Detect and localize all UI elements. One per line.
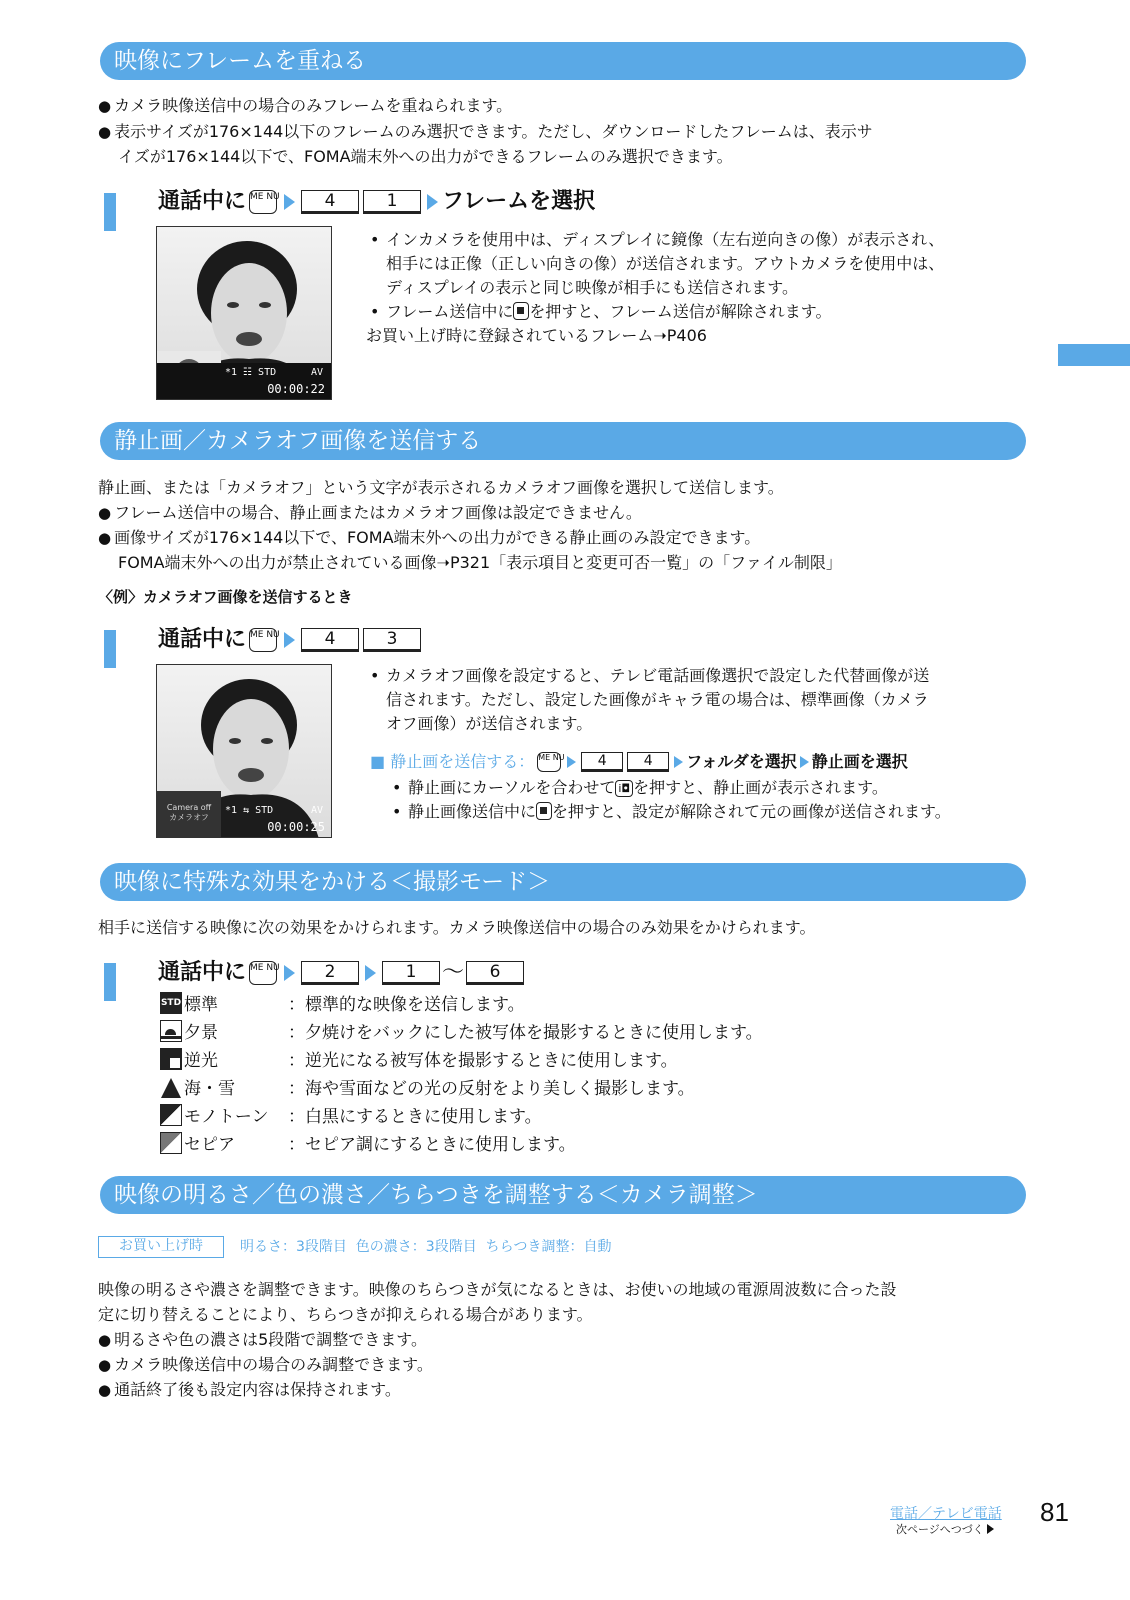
intro: 相手に送信する映像に次の効果をかけられます。カメラ映像送信中の場合のみ効果をかけられます。 [98,918,816,937]
sepia-mode-icon [160,1132,182,1154]
bullet: ● 通話終了後も設定内容は保持されます。 [98,1379,401,1401]
call-timer: 00:00:22 [267,382,325,396]
mode-name: 海・雪 [184,1079,235,1099]
key-4: 4 [301,190,359,214]
step-number-1 [104,630,116,668]
camera-off-en: Camera off [166,803,212,812]
intro-cont: 定に切り替えることにより、ちらつきが抑えられる場合があります。 [98,1305,593,1324]
mode-desc: ：海や雪面などの光の反射をより美しく撮影します。 [288,1079,695,1099]
intro: 映像の明るさや濃さを調整できます。映像のちらつきが気になるときは、お使いの地域の電源周波数に合った設 [98,1280,897,1299]
note-cont: 相手には正像（正しい向きの像）が送信されます。アウトカメラを使用中は、 [386,254,945,273]
section-title-adjust: 映像の明るさ／色の濃さ／ちらつきを調整する＜カメラ調整＞ [100,1176,1026,1214]
status-bar [157,363,331,399]
note-text: 静止画にカーソルを合わせて [408,778,616,797]
note: • カメラオフ画像を設定すると、テレビ電話画像選択で設定した代替画像が送 [366,664,1026,688]
status-bar [157,801,331,837]
sunset-mode-icon [160,1020,182,1042]
bullet: ● フレーム送信中の場合、静止画またはカメラオフ画像は設定できません。 [98,502,642,524]
ok-key-icon [513,302,529,320]
arrow-icon [674,756,683,768]
tilde: 〜 [442,960,465,985]
example-label: 〈例〉カメラオフ画像を送信するとき [98,588,353,606]
bullet: ● カメラ映像送信中の場合のみフレームを重ねられます。 [98,95,512,117]
mode-desc: ：夕焼けをバックにした被写体を撮影するときに使用します。 [288,1023,763,1043]
next-page-text: 次ページへつづく [896,1523,984,1536]
mode-name: 夕景 [184,1023,218,1043]
phone-screen-camera-off [156,664,332,838]
bullet: ● 画像サイズが176×144以下で、FOMA端末外への出力ができる静止画のみ設定できます。 [98,527,760,549]
step-number-1 [104,963,116,1001]
arrow-icon [365,965,376,981]
section-title-mode: 映像に特殊な効果をかける＜撮影モード＞ [100,863,1026,901]
sub-label: ■ 静止画を送信する： [370,752,535,771]
default-settings-text: 明るさ：3段階目 色の濃さ：3段階目 ちらつき調整：自動 [240,1239,612,1255]
arrow-icon [567,756,576,768]
key-4: 4 [301,628,359,652]
arrow-icon [427,194,438,210]
mode-name: 標準 [184,995,218,1015]
step-prefix: 通話中に [158,960,247,985]
status-icons: *1 ☷ STD [225,367,277,378]
reference: お買い上げ時に登録されているフレーム➝P406 [366,326,707,345]
mode-item-monotone [160,1103,542,1131]
note-text: を押すと、静止画が表示されます。 [633,778,888,797]
section-title-frame: 映像にフレームを重ねる [100,42,1026,80]
default-settings-label: お買い上げ時 [98,1236,224,1258]
note-cont: オフ画像）が送信されます。 [386,714,593,733]
note-text: 静止画像送信中に [408,802,537,821]
menu-key: ME NU [249,190,277,214]
menu-key: ME NU [537,752,561,772]
chapter-link[interactable]: 電話／テレビ電話 [890,1506,1002,1522]
chapter-tab [1058,344,1130,366]
av-label: AV [310,805,323,816]
i-appli-key-icon: i◘ [615,780,633,797]
mode-desc: ：白黒にするときに使用します。 [288,1107,542,1127]
step-title [158,187,595,217]
sub-notes [388,776,1028,824]
step-prefix: 通話中に [158,627,247,652]
key-4: 4 [627,752,669,772]
intro: 静止画、または「カメラオフ」という文字が表示されるカメラオフ画像を選択して送信します。 [98,478,784,497]
mountain-mode-icon [160,1076,182,1098]
arrow-icon [284,965,295,981]
folder-step: フォルダを選択 [686,752,797,771]
arrow-right-icon [987,1524,994,1534]
mode-item-sepia [160,1131,576,1159]
step-number-1 [104,193,116,231]
key-1: 1 [363,190,421,214]
step-notes [366,664,1026,736]
av-label: AV [310,367,323,378]
std-mode-icon: STD [160,992,182,1014]
key-3: 3 [363,628,421,652]
step-suffix: フレームを選択 [442,189,596,214]
sub-procedure [370,750,908,774]
step-prefix: 通話中に [158,189,247,214]
arrow-icon [284,194,295,210]
mode-desc: ：セピア調にするときに使用します。 [288,1135,576,1155]
mode-name: 逆光 [184,1051,218,1071]
mode-item-sea-snow [160,1075,695,1103]
mode-item-backlight [160,1047,678,1075]
menu-key: ME NU [249,961,277,985]
arrow-icon [800,756,809,768]
step-title [158,625,423,655]
note [388,800,1028,824]
menu-key: ME NU [249,628,277,652]
monotone-mode-icon [160,1104,182,1126]
status-icons: *1 ⇆ STD [225,805,274,816]
note [388,776,1028,800]
note-text: を押すと、設定が解除されて元の画像が送信されます。 [552,802,951,821]
key-6: 6 [466,961,524,985]
mode-name: モノトーン [184,1107,269,1127]
bullet-cont: イズが176×144以下で、FOMA端末外への出力ができるフレームのみ選択できます。 [118,147,733,166]
bullet: ● 明るさや色の濃さは5段階で調整できます。 [98,1329,427,1351]
bullet: ● カメラ映像送信中の場合のみ調整できます。 [98,1354,433,1376]
note-cont: 信されます。ただし、設定した画像がキャラ電の場合は、標準画像（カメラ [386,690,929,709]
mode-desc: ：標準的な映像を送信します。 [288,995,525,1015]
mode-item-sunset [160,1019,763,1047]
mode-item-standard [160,991,525,1019]
note: • インカメラを使用中は、ディスプレイに鏡像（左右逆向きの像）が表示され、 [366,228,1026,252]
step-notes [366,228,1026,348]
mode-desc: ：逆光になる被写体を撮影するときに使用します。 [288,1051,678,1071]
mode-name: セピア [184,1135,235,1155]
step-title [158,958,526,988]
image-step: 静止画を選択 [811,752,908,771]
bullet-cont: FOMA端末外への出力が禁止されている画像➝P321「表示項目と変更可否一覧」の「ファイル制限」 [118,553,842,572]
bullet: ● 表示サイズが176×144以下のフレームのみ選択できます。ただし、ダウンロードしたフレームは、表示サ [98,121,873,143]
camera-off-jp: カメラオフ [169,813,209,822]
page-number: 81 [1040,1497,1069,1527]
backlight-mode-icon [160,1048,182,1070]
note-text: フレーム送信中に [386,302,514,321]
note-cont: ディスプレイの表示と同じ映像が相手にも送信されます。 [386,278,799,297]
section-title-still: 静止画／カメラオフ画像を送信する [100,422,1026,460]
note-text: を押すと、フレーム送信が解除されます。 [529,302,832,321]
arrow-icon [284,632,295,648]
key-2: 2 [301,961,359,985]
note [366,300,1026,324]
key-1: 1 [382,961,440,985]
next-page-note [896,1521,994,1537]
call-timer: 00:00:25 [267,820,325,834]
phone-screen-frame [156,226,332,400]
key-4: 4 [581,752,623,772]
ok-key-icon [536,802,552,820]
